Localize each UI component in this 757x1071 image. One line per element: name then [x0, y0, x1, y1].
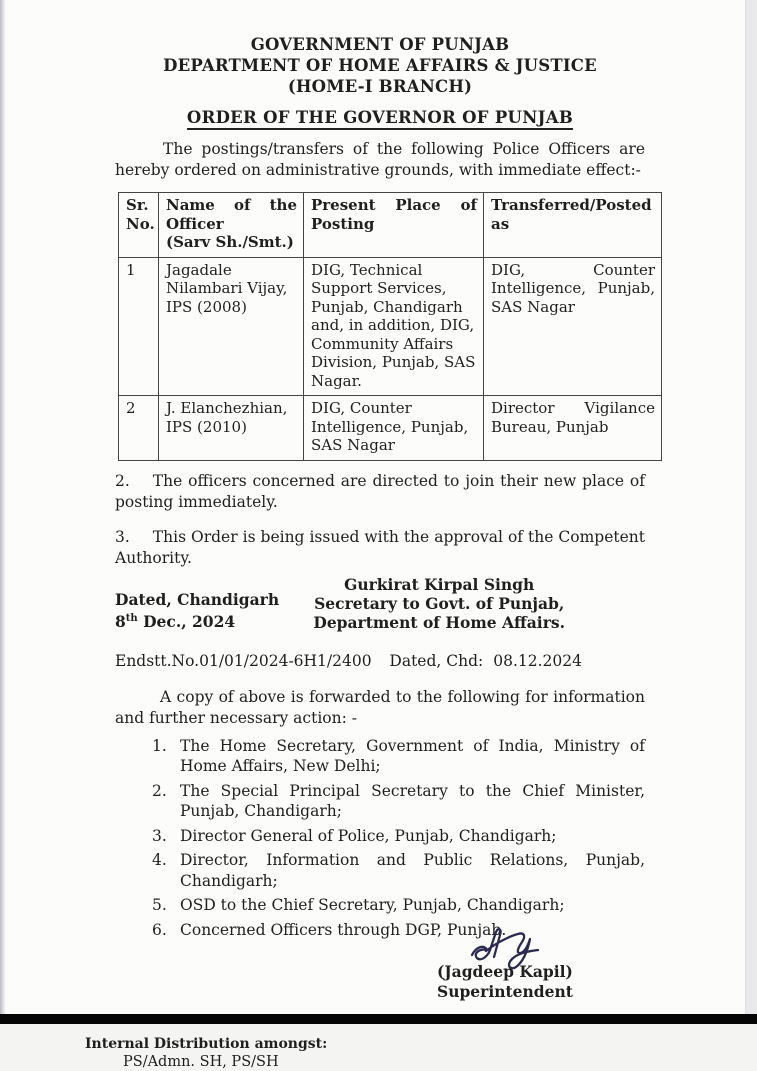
- postings-table: [118, 192, 662, 461]
- header-cell-transferred-as: [484, 193, 662, 258]
- header-line: Transferred/Posted: [491, 196, 652, 214]
- letterhead-line2: DEPARTMENT OF HOME AFFAIRS & JUSTICE: [163, 56, 597, 75]
- cc-item-text: The Special Principal Secretary to the Chief Minister, Punjab, Chandigarh;: [180, 781, 645, 820]
- header-line: Present Place of: [311, 196, 477, 214]
- cell-sr-no: 2: [119, 396, 159, 461]
- header-line: Officer: [166, 214, 224, 233]
- header-line: No.: [126, 214, 155, 233]
- endorsement-row: [115, 652, 645, 670]
- dateline-day: 8: [115, 612, 126, 632]
- header-line: as: [491, 214, 510, 233]
- signatory-designation-2: Department of Home Affairs.: [313, 612, 565, 632]
- letterhead-line1: GOVERNMENT OF PUNJAB: [250, 35, 510, 54]
- cell-transferred-as: DIG, Counter Intelligence, Punjab, SAS Nagar: [484, 257, 662, 396]
- header-cell-officer-name: [159, 193, 304, 258]
- header-line: Sr.: [126, 196, 149, 214]
- cc-item-text: Director, Information and Public Relations, Punjab, Chandigarh;: [180, 851, 645, 890]
- cc-item: [115, 826, 645, 847]
- page-left-edge-shadow: [0, 0, 6, 1024]
- order-title-row: [115, 108, 645, 130]
- endorsement-date-value: 08.12.2024: [493, 651, 582, 670]
- cc-item-number: 2.: [152, 781, 167, 800]
- dateline-place: Dated, Chandigarh: [115, 590, 280, 610]
- paragraph-text: The officers concerned are directed to join their new place of posting immediately.: [115, 471, 645, 511]
- cc-item-number: 6.: [152, 920, 167, 939]
- header-cell-present-posting: [304, 193, 484, 258]
- header-line: Name of the: [166, 196, 297, 214]
- cc-item: [115, 781, 645, 822]
- cc-item: [115, 850, 645, 891]
- cell-transferred-as: Director Vigilance Bureau, Punjab: [484, 396, 662, 461]
- cc-item: [115, 895, 645, 916]
- signature-name: (Jagdeep Kapil): [437, 962, 573, 981]
- cell-present-posting: DIG, Technical Support Services, Punjab, Chandigarh and, in addition, DIG, Community Affairs Division, Punjab, SAS Nagar.: [304, 257, 484, 396]
- signatory-name: Gurkirat Kirpal Singh: [344, 574, 535, 594]
- dateline-date: [115, 609, 279, 631]
- page-right-edge-shadow: [745, 0, 757, 1024]
- header-cell-sr-no: [119, 193, 159, 258]
- cc-item: [115, 736, 645, 777]
- signature-area: [115, 940, 645, 1006]
- cell-officer-name: J. Elanchezhian, IPS (2010): [159, 396, 304, 461]
- cc-item-text: OSD to the Chief Secretary, Punjab, Chandigarh;: [180, 896, 565, 914]
- order-title: ORDER OF THE GOVERNOR OF PUNJAB: [187, 108, 573, 130]
- dateline-block: [115, 590, 279, 631]
- table-row: [119, 396, 662, 461]
- paragraph-2: [115, 471, 645, 513]
- cc-item-number: 1.: [152, 736, 167, 755]
- cc-item-text: Concerned Officers through DGP, Punjab.: [180, 920, 507, 939]
- forwarding-paragraph: A copy of above is forwarded to the following for information and further necessary action: -: [115, 687, 645, 727]
- header-line: Posting: [311, 214, 375, 233]
- dateline-ordinal: th: [125, 613, 138, 625]
- table-header-row: [119, 193, 662, 258]
- signature-name-block: [437, 962, 573, 1002]
- dateline-signatory-row: [115, 575, 645, 632]
- cc-item-number: 3.: [152, 826, 167, 845]
- cell-present-posting: DIG, Counter Intelligence, Punjab, SAS Nagar: [304, 396, 484, 461]
- header-line: (Sarv Sh./Smt.): [166, 233, 294, 251]
- intro-paragraph: The postings/transfers of the following Police Officers are hereby ordered on administrative grounds, with immediate effect:-: [115, 140, 645, 179]
- cc-item-number: 5.: [152, 896, 167, 914]
- internal-distribution-block: [85, 1036, 645, 1071]
- cc-item: [115, 920, 645, 941]
- internal-distribution-value: PS/Admn. SH, PS/SH: [123, 1054, 279, 1070]
- paragraph-number: 2.: [115, 471, 130, 490]
- letterhead-line3: (HOME-I BRANCH): [287, 77, 473, 96]
- table-row: [119, 257, 662, 396]
- cell-sr-no: 1: [119, 257, 159, 396]
- signatory-block: [313, 575, 565, 632]
- dateline-rest: Dec., 2024: [137, 612, 236, 632]
- paragraph-3: [115, 527, 645, 569]
- screenshot-bottom-black-bar: [0, 1014, 757, 1024]
- cc-list: [115, 736, 645, 941]
- cell-officer-name: Jagadale Nilambari Vijay, IPS (2008): [159, 257, 304, 396]
- endorsement-number: Endstt.No.01/01/2024-6H1/2400: [115, 651, 372, 670]
- cc-item-text: Director General of Police, Punjab, Chandigarh;: [180, 826, 557, 845]
- paragraph-number: 3.: [115, 527, 130, 546]
- paragraph-text: This Order is being issued with the approval of the Competent Authority.: [115, 527, 645, 567]
- endorsement-date: [389, 652, 582, 670]
- endorsement-date-label: Dated, Chd:: [389, 651, 484, 670]
- cc-item-text: The Home Secretary, Government of India, Ministry of Home Affairs, New Delhi;: [180, 736, 645, 775]
- cc-item-number: 4.: [152, 851, 167, 869]
- signatory-designation-1: Secretary to Govt. of Punjab,: [314, 593, 565, 613]
- signature-designation: Superintendent: [437, 982, 573, 1001]
- internal-distribution-label: Internal Distribution amongst:: [85, 1036, 328, 1052]
- document-content: [85, 34, 655, 1071]
